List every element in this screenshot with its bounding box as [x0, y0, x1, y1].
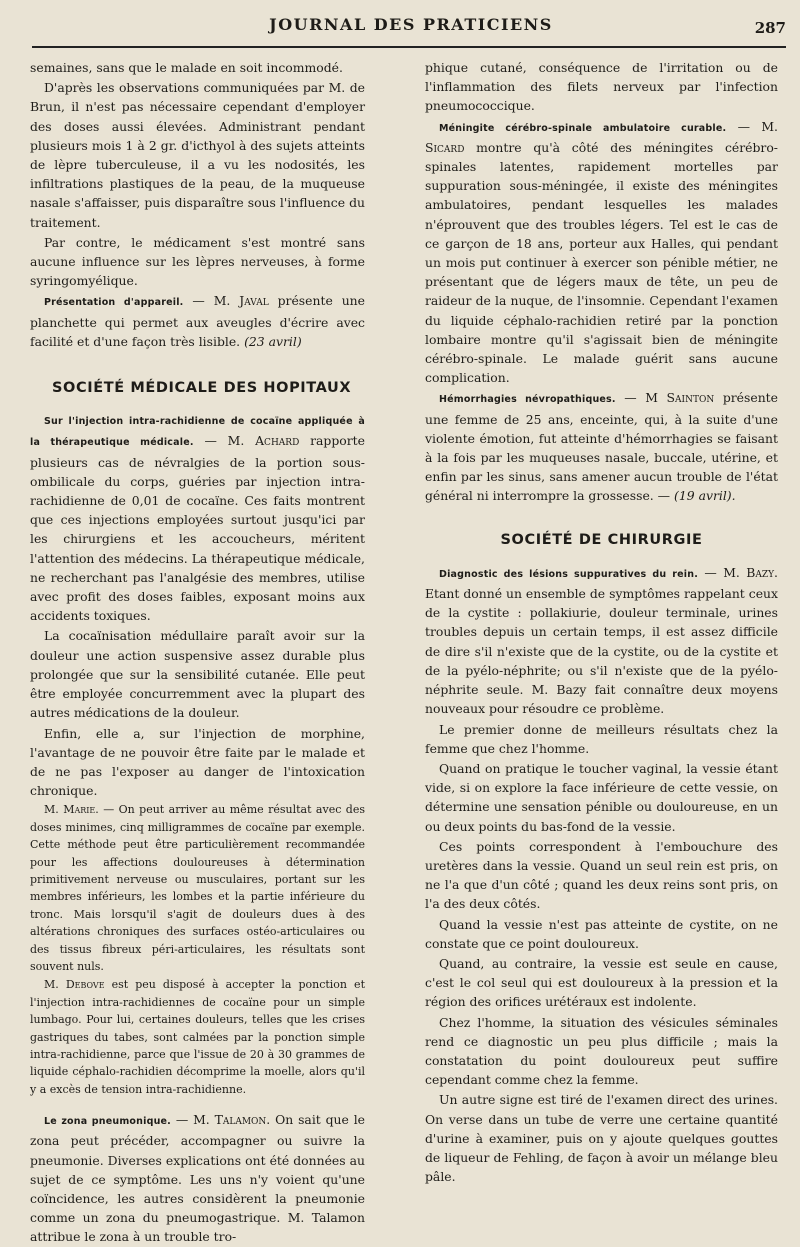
paragraph — [30, 976, 365, 1098]
paragraph-text: présente une femme de 25 ans, enceinte, qui, à la suite d'une violente émotion, fut atteinte d'hémorrhagies se faisant à la fois par les muqueuses nasale, buccale, utérine, et enfin par les sinus, sans amener aucun trouble de l'état général ni interrompre la grossesse. — — [425, 390, 778, 504]
paragraph — [30, 410, 365, 625]
rubric: Hémorrhagies névropathiques. — [439, 394, 616, 406]
paragraph-text: rapporte plusieurs cas de névralgies de la portion sous-ombilicale du corps, guéries par injection intra-rachidienne de 0,01 de cocaïne. Ces faits montrent que ces injections employées surtout jusqu'ici par les chirurgiens et les accoucheurs, méritent l'attention des médecins. La thérapeutique médicale, ne recherchant pas l'analgésie des membres, utilise avec profit des doses faibles, exposant moins aux accidents toxiques. — [30, 433, 365, 624]
page-number: 287 — [754, 19, 786, 37]
author-name: Bazy — [746, 564, 775, 580]
paragraph: Par contre, le médicament s'est montré sans aucune influence sur les lèpres nerveuses, à forme syringomyélique. — [30, 234, 365, 289]
header-rule — [32, 46, 786, 48]
paragraph-text: — On peut arriver au même résultat avec des doses minimes, cinq milligrammes de cocaïne par exemple. Cette méthode peut être particulièrement recommandée pour les affections douloureuses à détermination primitivement nerveuse ou musculaires, portant sur les membres inférieurs, les lombes et la partie inférieure du tronc. Mais lorsqu'il s'agit de douleurs dues à des altérations chroniques des surfaces ostéo-articulaires ou des tissus fibreux péri-articulaires, les résultats sont souvent nuls. — [30, 803, 365, 973]
section-heading: SOCIÉTÉ MÉDICALE DES HOPITAUX — [52, 380, 352, 397]
rubric: Méningite cérébro-spinale ambulatoire curable. — [439, 122, 727, 134]
paragraph — [30, 291, 365, 351]
paragraph: semaines, sans que le malade en soit incommodé. — [30, 60, 343, 75]
paragraph — [425, 117, 778, 388]
paragraph: La cocaïnisation médullaire paraît avoir sur la douleur une action suspensive assez durable plus prolongée que sur la sensibilité cutanée. Elle peut être employée concurremment avec la plupart des autres médications de la douleur. — [30, 628, 365, 721]
paragraph — [30, 801, 365, 975]
section-heading: SOCIÉTÉ DE CHIRURGIE — [500, 531, 703, 548]
paragraph: Enfin, elle a, sur l'injection de morphine, l'avantage de ne pouvoir être faite par le malade et de ne pas l'exposer au danger de l'intoxication chronique. — [30, 725, 365, 799]
paragraph: Un autre signe est tiré de l'examen direct des urines. On verse dans un tube de verre une certaine quantité d'urine à examiner, puis on y ajoute quelques gouttes de liqueur de Fehling, de façon à avoir un mélange bleu pâle. — [425, 1092, 778, 1185]
author-name: Achard — [255, 433, 300, 449]
two-column-body — [30, 48, 792, 1247]
paragraph: Quand la vessie n'est pas atteinte de cystite, on ne constate que ce point douloureux. — [425, 916, 778, 951]
paragraph: phique cutané, conséquence de l'irritation ou de l'inflammation des filets nerveux par l'infection pneumococcique. — [425, 60, 778, 114]
rubric: Le zona pneumonique. — [44, 1116, 171, 1128]
separator: — M. — [171, 1112, 215, 1128]
author-name: Sicard — [425, 139, 465, 155]
separator: — M. — [193, 433, 256, 449]
rubric: Sur l'injection intra-rachidienne de cocaïne appliquée à la thérapeutique médicale. — [30, 416, 365, 449]
paragraph: Le premier donne de meilleurs résultats chez la femme que chez l'homme. — [425, 721, 778, 756]
paragraph-text: . Etant donné un ensemble de symptômes rappelant ceux de la cystite : pollakiurie, douleur terminale, urines troubles depuis un certain temps, il est assez difficile de dire s'il n'existe que de la cystite, ou de la cystite et de la pyélo-néphrite; ou s'il n'existe que de la pyélo-néphrite seule. M. Bazy fait connaître deux moyens nouveaux pour résoudre ce problème. — [425, 564, 778, 717]
paragraph-text: . On sait que le zona peut précéder, accompagner ou suivre la pneumonie. Diverses explications ont été données au sujet de ce symptôme. Les uns n'y voient qu'une coïncidence, les autres considèrent la pneumonie comme un zona du pneumogastrique. M. Talamon attribue le zona à un trouble tro- — [30, 1112, 366, 1245]
left-column — [30, 58, 365, 1247]
author-name: Sainton — [666, 390, 715, 406]
paragraph: Chez l'homme, la situation des vésicules séminales rend ce diagnostic un peu plus difficile ; mais la constatation du point douloureux peut suffire cependant comme chez la femme. — [425, 1014, 778, 1088]
rubric: Présentation d'appareil. — [44, 297, 184, 309]
paragraph: D'après les observations communiquées par M. de Brun, il n'est pas nécessaire cependant d'employer des doses aussi élevées. Administrant pendant plusieurs mois 1 à 2 gr. d'icthyol à des sujets atteints de lèpre tuberculeuse, il a vu les nodosités, les infiltrations plastiques de la peau, de la muqueuse nasale s'affaisser, puis disparaître sous l'influence du traitement. — [30, 80, 365, 230]
paragraph: Ces points correspondent à l'embouchure des uretères dans la vessie. Quand un seul rein est pris, on ne l'a que d'un côté ; quand les deux reins sont pris, on l'a des deux côtés. — [425, 838, 778, 912]
author-name: M. Debove — [44, 978, 105, 992]
paragraph: Quand, au contraire, la vessie est seule en cause, c'est le col seul qui est douloureux à la pression et la région des orifices urétéraux est indolente. — [425, 955, 778, 1010]
separator: — M. — [183, 293, 240, 309]
right-column — [425, 58, 778, 1247]
author-name: Javal — [239, 293, 269, 309]
paragraph: Quand on pratique le toucher vaginal, la vessie étant vide, si on explore la face inférieure de cette vessie, on détermine une sensation pénible ou douloureuse, en un ou deux points du bas-fond de la vessie. — [425, 760, 778, 834]
paragraph-text: est peu disposé à accepter la ponction et l'injection intra-rachidiennes de cocaïne pour un simple lumbago. Pour lui, certaines douleurs, telles que les crises gastriques du tabes, sont calmées par la ponction simple intra-rachidienne, parce que l'issue de 20 à 30 grammes de liquide céphalo-rachidien décomprime la moelle, alors qu'il y a excès de tension intra-rachidienne. — [30, 978, 365, 1096]
paragraph-text: présente une planchette qui permet aux aveugles d'écrire avec facilité et d'une façon très lisible. — [30, 293, 365, 349]
separator: — M — [615, 390, 667, 406]
paragraph — [30, 1110, 365, 1246]
journal-title: JOURNAL DES PRATICIENS — [269, 14, 553, 34]
paragraph — [425, 388, 778, 505]
paragraph-text: montre qu'à côté des méningites cérébro-spinales latentes, rapidement mortelles par suppuration sous-méningée, il existe des méningites ambulatoires, pendant lesquelles les malades n'éprouvent que des troubles légers. Tel est le cas de ce garçon de 18 ans, porteur aux Halles, qui pendant un mois put continuer à exercer son pénible métier, ne présentant que de légers maux de tête, un peu de raideur de la nuque, de l'insomnie. Cependant l'examen du liquide céphalo-rachidien retiré par la ponction lombaire montre qu'il s'agissait bien de méningite cérébro-spinale. Le malade guérit sans aucune complication. — [425, 139, 778, 386]
running-header — [30, 0, 792, 48]
date: (23 avril) — [244, 333, 302, 349]
author-name: Talamon — [214, 1112, 267, 1128]
rubric: Diagnostic des lésions suppuratives du rein. — [439, 568, 699, 580]
separator: — M. — [698, 564, 747, 580]
separator: — M. — [726, 118, 778, 134]
paragraph — [425, 563, 778, 719]
date: (19 avril). — [674, 488, 736, 504]
author-name: M. Marie. — [44, 803, 99, 817]
